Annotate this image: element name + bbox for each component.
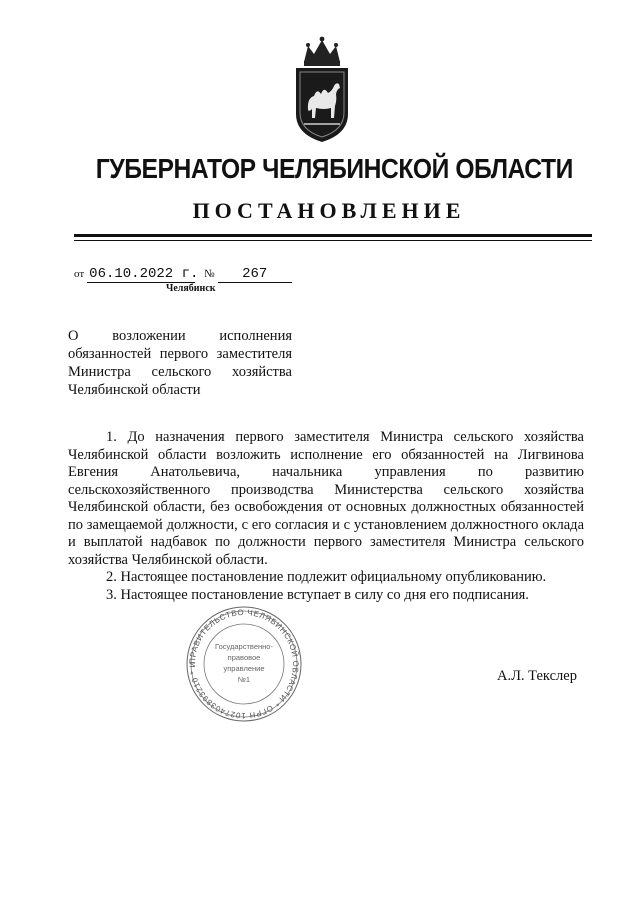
- stamp-inner-line: Государственно-: [215, 642, 273, 651]
- body-paragraph-1: 1. До назначения первого заместителя Министра сельского хозяйства Челябинской области возложить исполнение его обязанностей на Лигвинова Евгения Анатольевича, начальника управления по развитию сельскохозяйственного производства Министерства сельского хозяйства Челябинской области, без освобождения от основных должностных обязанностей по замещаемой должности, с его согласия и с установлением должностного оклада и выплатой надбавок по должности первого заместителя Министра сельского хозяйства Челябинской области.: [68, 429, 584, 568]
- subject-line: Министра сельского хозяйства: [68, 364, 292, 380]
- signatory-name: А.Л. Текслер: [497, 668, 577, 684]
- document-number: 267: [218, 266, 292, 283]
- header-divider-thick: [74, 234, 592, 237]
- from-label: от: [74, 268, 85, 280]
- stamp-seal-icon: [180, 605, 308, 723]
- document-type: ПОСТАНОВЛЕНИЕ: [192, 198, 466, 223]
- city: Челябинск: [166, 283, 216, 294]
- coat-of-arms-emblem: [290, 36, 354, 146]
- document-date: 06.10.2022 г.: [89, 266, 199, 282]
- document-body: [68, 429, 584, 604]
- governor-title: ГУБЕРНАТОР ЧЕЛЯБИНСКОЙ ОБЛАСТИ: [95, 153, 573, 184]
- coat-of-arms-icon: [290, 36, 354, 146]
- official-stamp: [180, 605, 308, 723]
- stamp-inner-line: управление: [223, 664, 265, 673]
- header-divider-thin: [74, 240, 592, 241]
- subject-line: Челябинской области: [68, 382, 201, 398]
- stamp-inner-line: №1: [237, 675, 251, 684]
- document-subject: [68, 327, 292, 399]
- body-paragraph-2: 2. Настоящее постановление подлежит официальному опубликованию.: [106, 569, 547, 585]
- number-label: №: [204, 268, 215, 280]
- body-paragraph-3: 3. Настоящее постановление вступает в силу со дня его подписания.: [106, 586, 529, 603]
- subject-line: обязанностей первого заместителя: [68, 346, 292, 362]
- stamp-ring-text: ПРАВИТЕЛЬСТВО ЧЕЛЯБИНСКОЙ ОБЛАСТИ * ОГРН 1027403893210 * И: [187, 607, 301, 721]
- stamp-inner-line: правовое: [227, 653, 261, 662]
- subject-line: О возложении исполнения: [68, 328, 292, 344]
- svg-text:ПРАВИТЕЛЬСТВО ЧЕЛЯБИНСКОЙ ОБЛА: [180, 605, 300, 720]
